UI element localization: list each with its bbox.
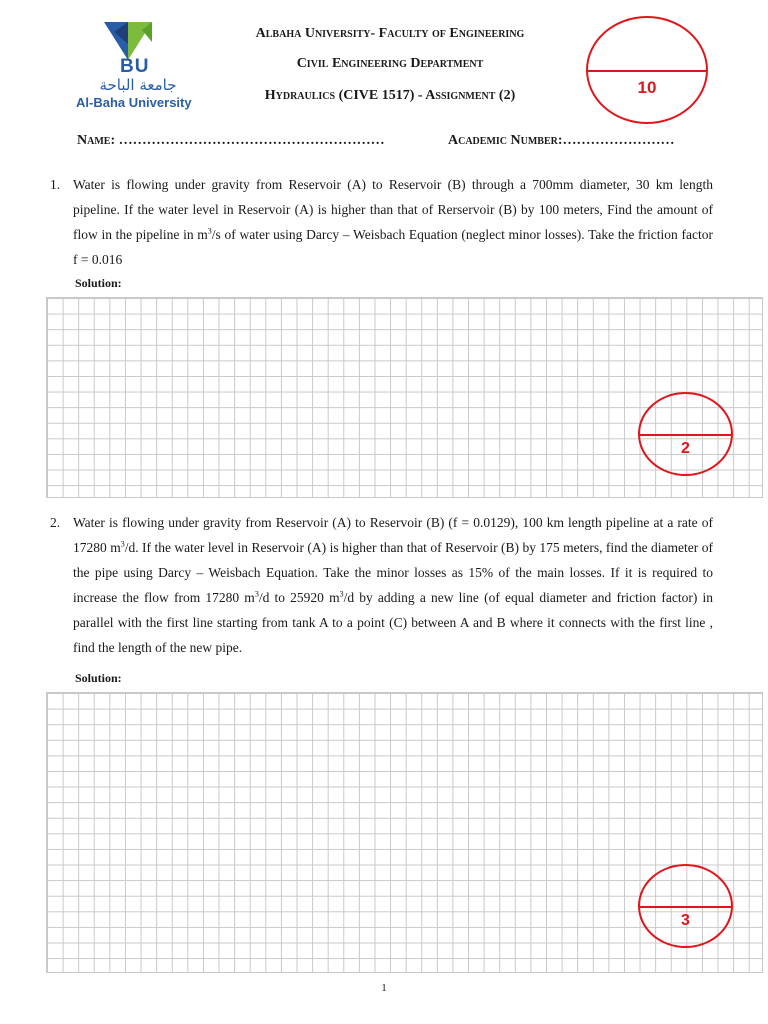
question-1-text-part: Water is flowing under gravity from Reservoir (A) to Reservoir (B) through a 700mm diameter, 30 km length pipeline. If the water level in Reservoir (A) is higher than that of Rerservoir (B) by 100 meters, Find the amount of flow in the pipeline in m	[73, 177, 713, 242]
score-divider	[588, 70, 706, 72]
question-2-score-circle	[638, 864, 733, 948]
question-1-text	[73, 172, 713, 272]
academic-number-field: Academic Number:……………………	[448, 133, 675, 148]
superscript: 3	[339, 589, 344, 599]
university-logo	[76, 20, 196, 112]
question-1-score-circle	[638, 392, 733, 476]
header-course: Hydraulics (CIVE 1517) - Assignment (2)	[264, 88, 516, 103]
score-divider	[640, 906, 731, 908]
student-name-field: Name: …………………………………………………	[77, 133, 385, 148]
logo-arabic-name: جامعة الباحة	[99, 76, 177, 94]
total-score-circle	[586, 16, 708, 124]
superscript: 3	[254, 589, 259, 599]
total-score: 10	[637, 78, 657, 98]
score-divider	[640, 434, 731, 436]
superscript: 3	[120, 539, 125, 549]
header-university: Albaha University- Faculty of Engineering	[255, 26, 525, 41]
header-department: Civil Engineering Department	[296, 56, 484, 71]
question-2-score: 3	[681, 912, 690, 930]
logo-abbreviation: BU	[120, 56, 150, 77]
question-2-text-part: Water is flowing under gravity from Reservoir (A) to Reservoir (B) (f = 0.0129), 100 km length pipeline at a rate of 17280 m	[73, 515, 713, 555]
superscript: 3	[207, 226, 212, 236]
question-1-text-part: /s of water using Darcy – Weisbach Equation (neglect minor losses). Take the friction factor f = 0.016	[73, 227, 713, 267]
question-2-text	[73, 510, 713, 660]
question-2-solution-label: Solution:	[75, 671, 122, 685]
question-2-text-part: /d by adding a new line (of equal diameter and friction factor) in parallel with the first line starting from tank A to a point (C) between A and B where it connects with the first line , find the length of the new pipe.	[73, 590, 713, 655]
question-1-number: 1.	[50, 177, 61, 192]
question-1-solution-label: Solution:	[75, 276, 122, 290]
question-2-text-part: /d to 25920 m	[258, 590, 340, 605]
question-1-score: 2	[681, 440, 690, 458]
question-2-number: 2.	[50, 515, 61, 530]
page-number: 1	[381, 982, 387, 994]
logo-english-name: Al-Baha University	[76, 95, 192, 110]
question-2-text-part: /d. If the water level in Reservoir (A) is higher than that of Reservoir (B) by 175 meters, find the diameter of the pipe using Darcy – Weisbach Equation. Take the minor losses as 15% of the main losses. If it is required to increase the flow from 17280 m	[73, 540, 713, 605]
question-1-answer-grid[interactable]	[46, 297, 763, 498]
